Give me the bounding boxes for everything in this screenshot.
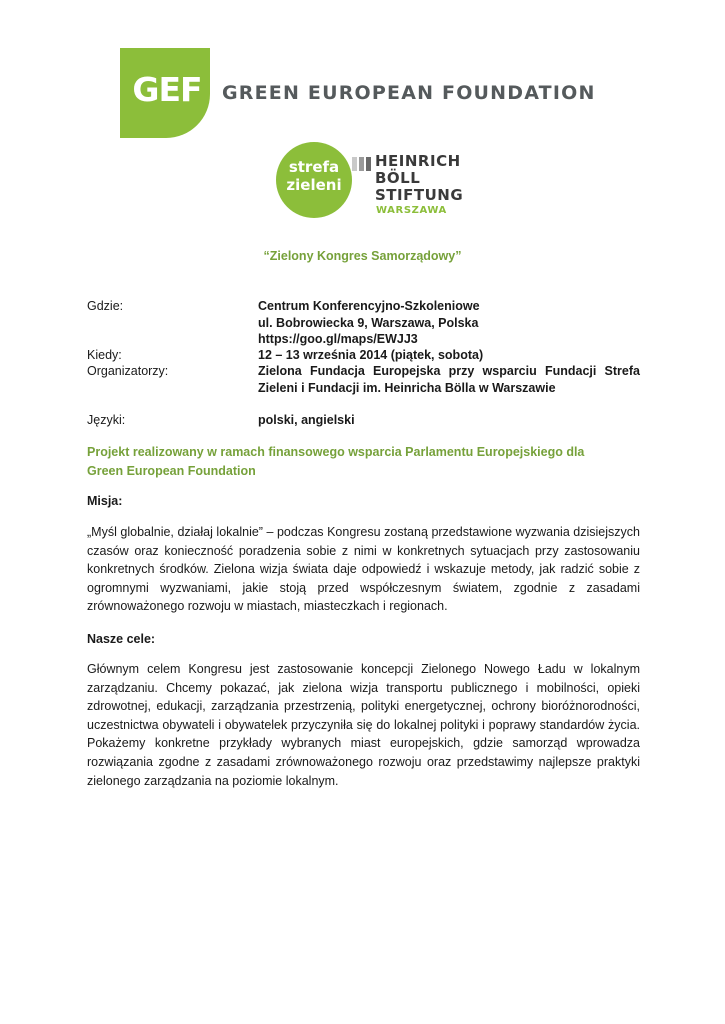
when-label: Kiedy: bbox=[87, 348, 122, 362]
goals-heading: Nasze cele: bbox=[87, 632, 156, 646]
goals-text: Głównym celem Kongresu jest zastosowanie koncepcji Zielonego Nowego Ładu w lokalnym zarządzaniu. Chcemy pokazać, jak zielona wizja transportu publicznego i mobilności, opieki zdrowotnej, edukacji, zarządzania przestrzenią, polityki energetycznej, ochrony bioróżnorodności, uczestnictwa obywateli i obywatelek przyczyniła się do lokalnej polityki i poprawy standardów życia. Pokażemy konkretne przykłady wybranych miast europejskich, gdzie samorząd wprowadza rozwiązania zgodne z zasadami zrównoważonego rozwoju oraz przedstawimy najlepsze praktyki zielonego zarządzania na poziomie lokalnym. bbox=[87, 662, 640, 788]
gef-logo-name: GREEN EUROPEAN FOUNDATION bbox=[222, 82, 596, 104]
where-line1: Centrum Konferencyjno-Szkoleniowe bbox=[258, 299, 480, 313]
document-title: “Zielony Kongres Samorządowy” bbox=[263, 249, 462, 263]
languages-label: Języki: bbox=[87, 413, 126, 427]
hbs-line1: HEINRICH bbox=[375, 152, 461, 170]
where-value bbox=[258, 298, 640, 348]
where-line2: ul. Bobrowiecka 9, Warszawa, Polska bbox=[258, 315, 479, 330]
where-label: Gdzie: bbox=[87, 299, 124, 313]
where-link[interactable]: https://goo.gl/maps/EWJJ3 bbox=[258, 332, 418, 346]
hbs-logo-bars-icon bbox=[352, 157, 372, 171]
when-value: 12 – 13 września 2014 (piątek, sobota) bbox=[258, 348, 484, 362]
hbs-line2: BÖLL bbox=[375, 169, 421, 187]
mission-text: „Myśl globalnie, działaj lokalnie” – podczas Kongresu zostaną przedstawione wyzwania dzisiejszych czasów oraz konieczność poradzenia sobie z nimi w konkretnych sytuacjach przy zastosowaniu konkretnych środków. Zielona wizja świata daje odpowiedź i wskazuje metody, jak radzić sobie z ogromnymi wyzwaniami, jakie stoją przed współczesnym światem, zgodnie z zasadami zrównoważonego rozwoju w miastach, miasteczkach i regionach. bbox=[87, 525, 640, 614]
hbs-logo-name bbox=[375, 153, 463, 204]
mission-heading: Misja: bbox=[87, 494, 123, 508]
strefa-zieleni-logo-text bbox=[276, 158, 352, 194]
strefa-line1: strefa bbox=[288, 158, 340, 176]
gef-logo bbox=[120, 48, 596, 138]
organizers-value: Zielona Fundacja Europejska przy wsparciu Fundacji Strefa Zieleni i Fundacji im. Heinricha Bölla w Warszawie bbox=[258, 364, 640, 395]
funding-note: Projekt realizowany w ramach finansowego wsparcia Parlamentu Europejskiego dla Green European Foundation bbox=[87, 445, 585, 478]
strefa-zieleni-logo bbox=[276, 142, 352, 218]
organizers-label: Organizatorzy: bbox=[87, 364, 169, 378]
hbs-line3: STIFTUNG bbox=[375, 186, 464, 204]
hbs-logo-city: WARSZAWA bbox=[376, 205, 447, 216]
gef-logo-mark-text: GEF bbox=[132, 70, 202, 109]
gef-logo-mark bbox=[120, 48, 210, 138]
strefa-line2: zieleni bbox=[286, 176, 342, 194]
languages-value: polski, angielski bbox=[258, 413, 355, 427]
